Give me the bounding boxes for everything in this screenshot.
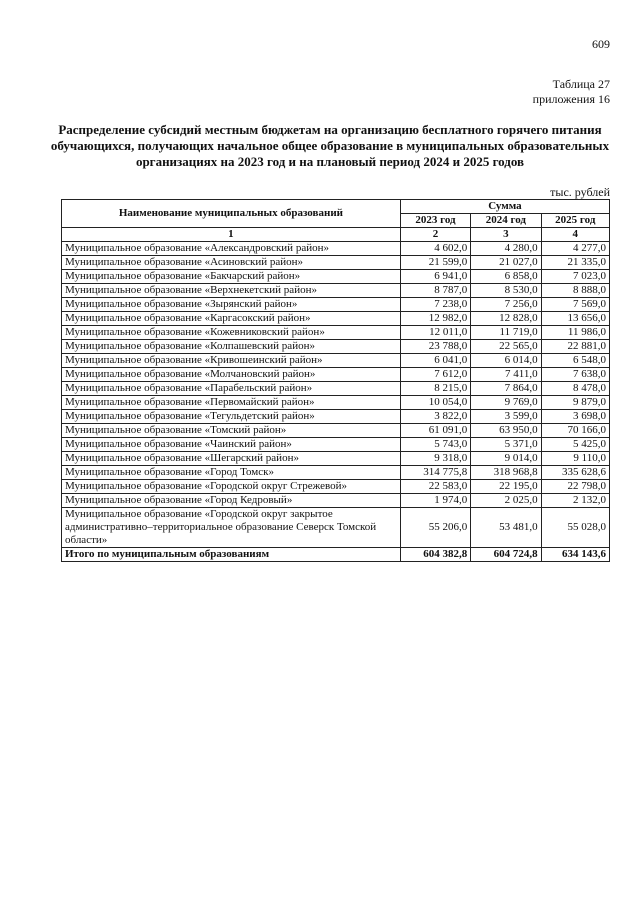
value-2024: 9 014,0 xyxy=(471,452,541,466)
municipality-name: Муниципальное образование «Александровский район» xyxy=(62,242,401,256)
table-reference xyxy=(533,77,610,107)
municipality-name: Муниципальное образование «Асиновский район» xyxy=(62,256,401,270)
value-2024: 22 195,0 xyxy=(471,480,541,494)
value-2023: 55 206,0 xyxy=(400,508,470,548)
table-row xyxy=(62,466,610,480)
value-2024: 3 599,0 xyxy=(471,410,541,424)
value-2023: 61 091,0 xyxy=(400,424,470,438)
value-2025: 7 638,0 xyxy=(541,368,609,382)
municipality-name: Муниципальное образование «Городской округ Стрежевой» xyxy=(62,480,401,494)
document-title: Распределение субсидий местным бюджетам на организацию бесплатного горячего питания обучающихся, получающих начальное общее образование в муниципальных образовательных организациях на 2023 год и на плановый период 2024 и 2025 годов xyxy=(50,122,610,169)
value-2025: 2 132,0 xyxy=(541,494,609,508)
value-2024: 11 719,0 xyxy=(471,326,541,340)
value-2024: 21 027,0 xyxy=(471,256,541,270)
value-2024: 4 280,0 xyxy=(471,242,541,256)
value-2025: 55 028,0 xyxy=(541,508,609,548)
value-2023: 12 982,0 xyxy=(400,312,470,326)
value-2023: 7 238,0 xyxy=(400,298,470,312)
column-number: 2 xyxy=(400,228,470,242)
value-2025: 7 023,0 xyxy=(541,270,609,284)
value-2023: 12 011,0 xyxy=(400,326,470,340)
column-number: 4 xyxy=(541,228,609,242)
table-row xyxy=(62,508,610,548)
value-2025: 5 425,0 xyxy=(541,438,609,452)
value-2023: 6 941,0 xyxy=(400,270,470,284)
municipality-name: Муниципальное образование «Бакчарский район» xyxy=(62,270,401,284)
value-2025: 11 986,0 xyxy=(541,326,609,340)
table-row xyxy=(62,480,610,494)
table-row xyxy=(62,382,610,396)
value-2024: 12 828,0 xyxy=(471,312,541,326)
appendix-number: приложения 16 xyxy=(532,92,610,106)
column-header-2025: 2025 год xyxy=(541,214,609,228)
value-2023: 22 583,0 xyxy=(400,480,470,494)
total-2024: 604 724,8 xyxy=(471,548,541,562)
municipality-name: Муниципальное образование «Кожевниковский район» xyxy=(62,326,401,340)
value-2025: 21 335,0 xyxy=(541,256,609,270)
value-2024: 6 014,0 xyxy=(471,354,541,368)
units-label: тыс. рублей xyxy=(550,185,610,199)
value-2023: 7 612,0 xyxy=(400,368,470,382)
column-header-2023: 2023 год xyxy=(400,214,470,228)
value-2025: 13 656,0 xyxy=(541,312,609,326)
table-row xyxy=(62,270,610,284)
value-2023: 10 054,0 xyxy=(400,396,470,410)
municipality-name: Муниципальное образование «Шегарский район» xyxy=(62,452,401,466)
value-2025: 3 698,0 xyxy=(541,410,609,424)
value-2023: 1 974,0 xyxy=(400,494,470,508)
header-row xyxy=(62,200,610,214)
municipality-name: Муниципальное образование «Томский район» xyxy=(62,424,401,438)
value-2025: 8 478,0 xyxy=(541,382,609,396)
column-header-name: Наименование муниципальных образований xyxy=(62,200,401,228)
value-2024: 53 481,0 xyxy=(471,508,541,548)
municipality-name: Муниципальное образование «Городской округ закрытое административно–территориальное образование Северск Томской области» xyxy=(62,508,401,548)
municipality-name: Муниципальное образование «Парабельский район» xyxy=(62,382,401,396)
value-2025: 8 888,0 xyxy=(541,284,609,298)
column-number: 1 xyxy=(62,228,401,242)
table-row xyxy=(62,368,610,382)
table-row xyxy=(62,256,610,270)
column-number: 3 xyxy=(471,228,541,242)
value-2025: 22 798,0 xyxy=(541,480,609,494)
table-row xyxy=(62,312,610,326)
table-row xyxy=(62,424,610,438)
value-2025: 9 879,0 xyxy=(541,396,609,410)
total-2023: 604 382,8 xyxy=(400,548,470,562)
column-numbers-row xyxy=(62,228,610,242)
table-row xyxy=(62,340,610,354)
municipality-name: Муниципальное образование «Зырянский район» xyxy=(62,298,401,312)
subsidy-table xyxy=(61,199,610,562)
value-2025: 335 628,6 xyxy=(541,466,609,480)
value-2023: 314 775,8 xyxy=(400,466,470,480)
total-row xyxy=(62,548,610,562)
municipality-name: Муниципальное образование «Верхнекетский район» xyxy=(62,284,401,298)
value-2023: 8 215,0 xyxy=(400,382,470,396)
value-2024: 7 864,0 xyxy=(471,382,541,396)
value-2023: 21 599,0 xyxy=(400,256,470,270)
value-2024: 22 565,0 xyxy=(471,340,541,354)
table-row xyxy=(62,298,610,312)
municipality-name: Муниципальное образование «Город Томск» xyxy=(62,466,401,480)
value-2023: 23 788,0 xyxy=(400,340,470,354)
table-row xyxy=(62,242,610,256)
page-number: 609 xyxy=(592,37,610,51)
value-2025: 70 166,0 xyxy=(541,424,609,438)
table-body xyxy=(62,228,610,562)
municipality-name: Муниципальное образование «Первомайский район» xyxy=(62,396,401,410)
value-2024: 9 769,0 xyxy=(471,396,541,410)
value-2025: 22 881,0 xyxy=(541,340,609,354)
table-number: Таблица 27 xyxy=(552,77,610,91)
table-row xyxy=(62,438,610,452)
table-row xyxy=(62,354,610,368)
municipality-name: Муниципальное образование «Молчановский район» xyxy=(62,368,401,382)
total-2025: 634 143,6 xyxy=(541,548,609,562)
municipality-name: Муниципальное образование «Каргасокский район» xyxy=(62,312,401,326)
column-header-sum: Сумма xyxy=(400,200,609,214)
table-row xyxy=(62,410,610,424)
municipality-name: Муниципальное образование «Тегульдетский район» xyxy=(62,410,401,424)
value-2025: 9 110,0 xyxy=(541,452,609,466)
value-2024: 7 411,0 xyxy=(471,368,541,382)
value-2024: 8 530,0 xyxy=(471,284,541,298)
value-2023: 9 318,0 xyxy=(400,452,470,466)
value-2023: 5 743,0 xyxy=(400,438,470,452)
value-2024: 318 968,8 xyxy=(471,466,541,480)
value-2024: 5 371,0 xyxy=(471,438,541,452)
table-row xyxy=(62,396,610,410)
column-header-2024: 2024 год xyxy=(471,214,541,228)
value-2024: 2 025,0 xyxy=(471,494,541,508)
value-2025: 6 548,0 xyxy=(541,354,609,368)
municipality-name: Муниципальное образование «Чаинский район» xyxy=(62,438,401,452)
table-row xyxy=(62,326,610,340)
municipality-name: Муниципальное образование «Город Кедровый» xyxy=(62,494,401,508)
value-2023: 6 041,0 xyxy=(400,354,470,368)
municipality-name: Муниципальное образование «Кривошеинский район» xyxy=(62,354,401,368)
value-2024: 6 858,0 xyxy=(471,270,541,284)
table-row xyxy=(62,452,610,466)
value-2023: 4 602,0 xyxy=(400,242,470,256)
value-2024: 7 256,0 xyxy=(471,298,541,312)
municipality-name: Муниципальное образование «Колпашевский район» xyxy=(62,340,401,354)
value-2025: 4 277,0 xyxy=(541,242,609,256)
total-label: Итого по муниципальным образованиям xyxy=(62,548,401,562)
table-row xyxy=(62,494,610,508)
value-2025: 7 569,0 xyxy=(541,298,609,312)
value-2024: 63 950,0 xyxy=(471,424,541,438)
table-row xyxy=(62,284,610,298)
value-2023: 3 822,0 xyxy=(400,410,470,424)
value-2023: 8 787,0 xyxy=(400,284,470,298)
